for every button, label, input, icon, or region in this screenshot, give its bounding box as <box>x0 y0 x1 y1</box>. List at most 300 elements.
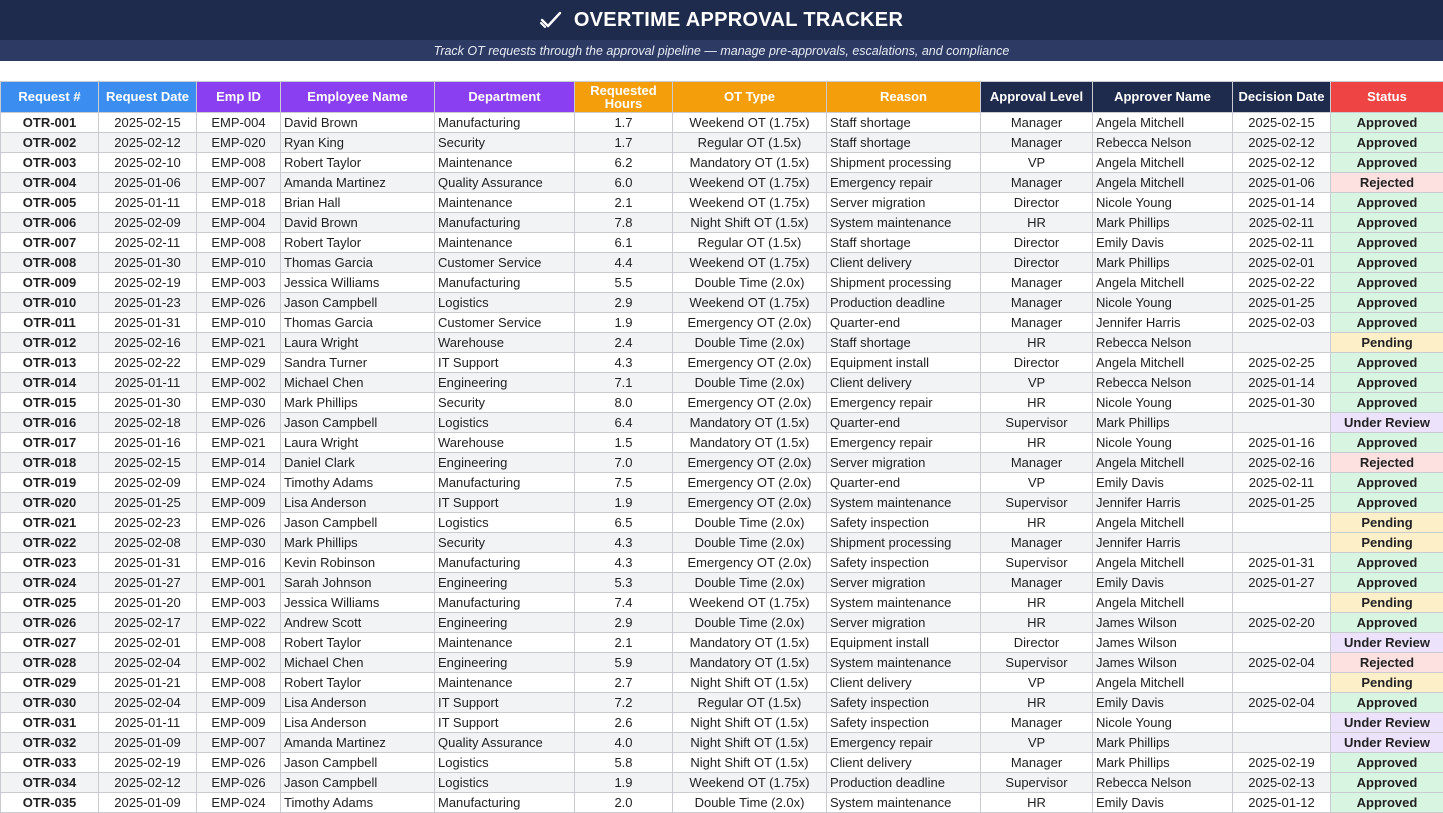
department-cell[interactable]: Warehouse <box>435 433 575 453</box>
request-id-cell[interactable]: OTR-014 <box>1 373 99 393</box>
table-row[interactable] <box>1 633 1443 653</box>
approval-level-cell[interactable]: Manager <box>981 173 1093 193</box>
reason-cell[interactable]: Shipment processing <box>827 153 981 173</box>
department-cell[interactable]: IT Support <box>435 713 575 733</box>
table-row[interactable] <box>1 713 1443 733</box>
approver-name-cell[interactable]: Rebecca Nelson <box>1093 773 1233 793</box>
approval-level-cell[interactable]: Supervisor <box>981 493 1093 513</box>
request-id-cell[interactable]: OTR-009 <box>1 273 99 293</box>
table-row[interactable] <box>1 353 1443 373</box>
approval-level-cell[interactable]: Director <box>981 353 1093 373</box>
table-row[interactable] <box>1 253 1443 273</box>
decision-date-cell[interactable]: 2025-02-04 <box>1233 693 1331 713</box>
table-row[interactable] <box>1 473 1443 493</box>
ot-type-cell[interactable]: Weekend OT (1.75x) <box>673 593 827 613</box>
request-id-cell[interactable]: OTR-020 <box>1 493 99 513</box>
requested-hours-cell[interactable]: 4.3 <box>575 353 673 373</box>
decision-date-cell[interactable] <box>1233 413 1331 433</box>
reason-cell[interactable]: Equipment install <box>827 633 981 653</box>
status-badge-cell[interactable]: Rejected <box>1331 653 1443 673</box>
ot-type-cell[interactable]: Mandatory OT (1.5x) <box>673 653 827 673</box>
department-cell[interactable]: Customer Service <box>435 313 575 333</box>
requested-hours-cell[interactable]: 7.8 <box>575 213 673 233</box>
requested-hours-cell[interactable]: 5.3 <box>575 573 673 593</box>
department-cell[interactable]: IT Support <box>435 353 575 373</box>
table-row[interactable] <box>1 733 1443 753</box>
reason-cell[interactable]: Quarter-end <box>827 473 981 493</box>
status-badge-cell[interactable]: Under Review <box>1331 633 1443 653</box>
approver-name-cell[interactable]: Emily Davis <box>1093 573 1233 593</box>
department-cell[interactable]: Engineering <box>435 613 575 633</box>
col-status-header[interactable]: Status <box>1331 82 1443 113</box>
reason-cell[interactable]: Safety inspection <box>827 553 981 573</box>
request-id-cell[interactable]: OTR-006 <box>1 213 99 233</box>
requested-hours-cell[interactable]: 7.2 <box>575 693 673 713</box>
approver-name-cell[interactable]: Rebecca Nelson <box>1093 333 1233 353</box>
col-request-number-header[interactable]: Request # <box>1 82 99 113</box>
approval-level-cell[interactable]: Supervisor <box>981 553 1093 573</box>
table-row[interactable] <box>1 673 1443 693</box>
reason-cell[interactable]: Emergency repair <box>827 393 981 413</box>
reason-cell[interactable]: Emergency repair <box>827 433 981 453</box>
ot-type-cell[interactable]: Mandatory OT (1.5x) <box>673 433 827 453</box>
reason-cell[interactable]: Staff shortage <box>827 113 981 133</box>
approver-name-cell[interactable]: Nicole Young <box>1093 293 1233 313</box>
ot-type-cell[interactable]: Regular OT (1.5x) <box>673 233 827 253</box>
status-badge-cell[interactable]: Approved <box>1331 613 1443 633</box>
employee-name-cell[interactable]: Jason Campbell <box>281 773 435 793</box>
requested-hours-cell[interactable]: 7.4 <box>575 593 673 613</box>
status-badge-cell[interactable]: Approved <box>1331 213 1443 233</box>
table-row[interactable] <box>1 133 1443 153</box>
request-id-cell[interactable]: OTR-033 <box>1 753 99 773</box>
emp-id-cell[interactable]: EMP-009 <box>197 493 281 513</box>
request-id-cell[interactable]: OTR-012 <box>1 333 99 353</box>
col-ot-type-header[interactable]: OT Type <box>673 82 827 113</box>
table-row[interactable] <box>1 593 1443 613</box>
approval-level-cell[interactable]: Manager <box>981 133 1093 153</box>
request-date-cell[interactable]: 2025-01-30 <box>99 393 197 413</box>
reason-cell[interactable]: Safety inspection <box>827 513 981 533</box>
approver-name-cell[interactable]: Nicole Young <box>1093 193 1233 213</box>
reason-cell[interactable]: Server migration <box>827 613 981 633</box>
ot-type-cell[interactable]: Emergency OT (2.0x) <box>673 313 827 333</box>
request-id-cell[interactable]: OTR-007 <box>1 233 99 253</box>
status-badge-cell[interactable]: Approved <box>1331 433 1443 453</box>
employee-name-cell[interactable]: Thomas Garcia <box>281 313 435 333</box>
ot-type-cell[interactable]: Mandatory OT (1.5x) <box>673 413 827 433</box>
emp-id-cell[interactable]: EMP-026 <box>197 293 281 313</box>
emp-id-cell[interactable]: EMP-030 <box>197 393 281 413</box>
ot-type-cell[interactable]: Double Time (2.0x) <box>673 613 827 633</box>
department-cell[interactable]: Manufacturing <box>435 473 575 493</box>
department-cell[interactable]: Manufacturing <box>435 273 575 293</box>
request-date-cell[interactable]: 2025-01-09 <box>99 793 197 813</box>
employee-name-cell[interactable]: Amanda Martinez <box>281 173 435 193</box>
approver-name-cell[interactable]: James Wilson <box>1093 633 1233 653</box>
emp-id-cell[interactable]: EMP-004 <box>197 113 281 133</box>
table-row[interactable] <box>1 113 1443 133</box>
approval-level-cell[interactable]: VP <box>981 373 1093 393</box>
status-badge-cell[interactable]: Rejected <box>1331 173 1443 193</box>
table-row[interactable] <box>1 773 1443 793</box>
decision-date-cell[interactable]: 2025-02-11 <box>1233 213 1331 233</box>
request-date-cell[interactable]: 2025-01-23 <box>99 293 197 313</box>
department-cell[interactable]: Quality Assurance <box>435 733 575 753</box>
status-badge-cell[interactable]: Under Review <box>1331 713 1443 733</box>
request-id-cell[interactable]: OTR-001 <box>1 113 99 133</box>
request-date-cell[interactable]: 2025-01-31 <box>99 553 197 573</box>
department-cell[interactable]: Logistics <box>435 773 575 793</box>
decision-date-cell[interactable]: 2025-02-01 <box>1233 253 1331 273</box>
emp-id-cell[interactable]: EMP-030 <box>197 533 281 553</box>
request-id-cell[interactable]: OTR-021 <box>1 513 99 533</box>
request-date-cell[interactable]: 2025-02-12 <box>99 133 197 153</box>
request-id-cell[interactable]: OTR-027 <box>1 633 99 653</box>
ot-type-cell[interactable]: Weekend OT (1.75x) <box>673 293 827 313</box>
reason-cell[interactable]: Staff shortage <box>827 133 981 153</box>
request-date-cell[interactable]: 2025-02-15 <box>99 453 197 473</box>
reason-cell[interactable]: System maintenance <box>827 793 981 813</box>
request-id-cell[interactable]: OTR-024 <box>1 573 99 593</box>
reason-cell[interactable]: Shipment processing <box>827 533 981 553</box>
table-row[interactable] <box>1 313 1443 333</box>
emp-id-cell[interactable]: EMP-008 <box>197 153 281 173</box>
reason-cell[interactable]: System maintenance <box>827 593 981 613</box>
emp-id-cell[interactable]: EMP-014 <box>197 453 281 473</box>
request-date-cell[interactable]: 2025-01-20 <box>99 593 197 613</box>
ot-type-cell[interactable]: Emergency OT (2.0x) <box>673 453 827 473</box>
status-badge-cell[interactable]: Approved <box>1331 373 1443 393</box>
approval-level-cell[interactable]: VP <box>981 733 1093 753</box>
reason-cell[interactable]: Emergency repair <box>827 173 981 193</box>
request-id-cell[interactable]: OTR-032 <box>1 733 99 753</box>
department-cell[interactable]: Maintenance <box>435 193 575 213</box>
department-cell[interactable]: Engineering <box>435 653 575 673</box>
employee-name-cell[interactable]: Andrew Scott <box>281 613 435 633</box>
decision-date-cell[interactable]: 2025-02-15 <box>1233 113 1331 133</box>
requested-hours-cell[interactable]: 4.3 <box>575 533 673 553</box>
col-decision-date-header[interactable]: Decision Date <box>1233 82 1331 113</box>
status-badge-cell[interactable]: Approved <box>1331 153 1443 173</box>
employee-name-cell[interactable]: Timothy Adams <box>281 793 435 813</box>
decision-date-cell[interactable]: 2025-01-16 <box>1233 433 1331 453</box>
decision-date-cell[interactable]: 2025-01-06 <box>1233 173 1331 193</box>
approver-name-cell[interactable]: Emily Davis <box>1093 233 1233 253</box>
decision-date-cell[interactable]: 2025-01-25 <box>1233 293 1331 313</box>
request-date-cell[interactable]: 2025-02-04 <box>99 693 197 713</box>
requested-hours-cell[interactable]: 2.7 <box>575 673 673 693</box>
request-date-cell[interactable]: 2025-02-04 <box>99 653 197 673</box>
ot-type-cell[interactable]: Emergency OT (2.0x) <box>673 393 827 413</box>
employee-name-cell[interactable]: Amanda Martinez <box>281 733 435 753</box>
status-badge-cell[interactable]: Approved <box>1331 573 1443 593</box>
approval-level-cell[interactable]: Manager <box>981 273 1093 293</box>
request-date-cell[interactable]: 2025-02-16 <box>99 333 197 353</box>
approver-name-cell[interactable]: Angela Mitchell <box>1093 153 1233 173</box>
reason-cell[interactable]: Server migration <box>827 193 981 213</box>
approver-name-cell[interactable]: Emily Davis <box>1093 473 1233 493</box>
approver-name-cell[interactable]: James Wilson <box>1093 613 1233 633</box>
decision-date-cell[interactable]: 2025-01-14 <box>1233 373 1331 393</box>
department-cell[interactable]: Security <box>435 533 575 553</box>
reason-cell[interactable]: Production deadline <box>827 293 981 313</box>
approver-name-cell[interactable]: Angela Mitchell <box>1093 453 1233 473</box>
requested-hours-cell[interactable]: 7.5 <box>575 473 673 493</box>
requested-hours-cell[interactable]: 6.2 <box>575 153 673 173</box>
department-cell[interactable]: Warehouse <box>435 333 575 353</box>
emp-id-cell[interactable]: EMP-026 <box>197 773 281 793</box>
table-row[interactable] <box>1 553 1443 573</box>
reason-cell[interactable]: System maintenance <box>827 653 981 673</box>
employee-name-cell[interactable]: Jason Campbell <box>281 293 435 313</box>
decision-date-cell[interactable]: 2025-02-19 <box>1233 753 1331 773</box>
request-id-cell[interactable]: OTR-017 <box>1 433 99 453</box>
approver-name-cell[interactable]: Mark Phillips <box>1093 753 1233 773</box>
department-cell[interactable]: Maintenance <box>435 673 575 693</box>
status-badge-cell[interactable]: Approved <box>1331 553 1443 573</box>
reason-cell[interactable]: Client delivery <box>827 253 981 273</box>
request-date-cell[interactable]: 2025-02-15 <box>99 113 197 133</box>
ot-type-cell[interactable]: Mandatory OT (1.5x) <box>673 633 827 653</box>
emp-id-cell[interactable]: EMP-004 <box>197 213 281 233</box>
col-emp-id-header[interactable]: Emp ID <box>197 82 281 113</box>
approver-name-cell[interactable]: Jennifer Harris <box>1093 533 1233 553</box>
status-badge-cell[interactable]: Approved <box>1331 473 1443 493</box>
approver-name-cell[interactable]: Nicole Young <box>1093 393 1233 413</box>
approval-level-cell[interactable]: HR <box>981 213 1093 233</box>
decision-date-cell[interactable]: 2025-02-12 <box>1233 153 1331 173</box>
approval-level-cell[interactable]: Manager <box>981 753 1093 773</box>
request-id-cell[interactable]: OTR-028 <box>1 653 99 673</box>
decision-date-cell[interactable] <box>1233 533 1331 553</box>
employee-name-cell[interactable]: Michael Chen <box>281 653 435 673</box>
employee-name-cell[interactable]: Thomas Garcia <box>281 253 435 273</box>
requested-hours-cell[interactable]: 5.8 <box>575 753 673 773</box>
request-id-cell[interactable]: OTR-016 <box>1 413 99 433</box>
emp-id-cell[interactable]: EMP-007 <box>197 173 281 193</box>
status-badge-cell[interactable]: Rejected <box>1331 453 1443 473</box>
employee-name-cell[interactable]: Brian Hall <box>281 193 435 213</box>
reason-cell[interactable]: Server migration <box>827 573 981 593</box>
reason-cell[interactable]: Safety inspection <box>827 713 981 733</box>
approver-name-cell[interactable]: Angela Mitchell <box>1093 513 1233 533</box>
table-row[interactable] <box>1 273 1443 293</box>
requested-hours-cell[interactable]: 4.4 <box>575 253 673 273</box>
decision-date-cell[interactable] <box>1233 593 1331 613</box>
approval-level-cell[interactable]: Director <box>981 233 1093 253</box>
employee-name-cell[interactable]: Jason Campbell <box>281 513 435 533</box>
requested-hours-cell[interactable]: 5.5 <box>575 273 673 293</box>
approver-name-cell[interactable]: Angela Mitchell <box>1093 273 1233 293</box>
request-date-cell[interactable]: 2025-02-18 <box>99 413 197 433</box>
requested-hours-cell[interactable]: 2.1 <box>575 193 673 213</box>
status-badge-cell[interactable]: Approved <box>1331 133 1443 153</box>
emp-id-cell[interactable]: EMP-026 <box>197 753 281 773</box>
department-cell[interactable]: Customer Service <box>435 253 575 273</box>
ot-type-cell[interactable]: Weekend OT (1.75x) <box>673 773 827 793</box>
approver-name-cell[interactable]: Angela Mitchell <box>1093 593 1233 613</box>
status-badge-cell[interactable]: Pending <box>1331 593 1443 613</box>
requested-hours-cell[interactable]: 2.4 <box>575 333 673 353</box>
request-id-cell[interactable]: OTR-035 <box>1 793 99 813</box>
emp-id-cell[interactable]: EMP-010 <box>197 253 281 273</box>
status-badge-cell[interactable]: Approved <box>1331 113 1443 133</box>
approval-level-cell[interactable]: HR <box>981 613 1093 633</box>
employee-name-cell[interactable]: David Brown <box>281 113 435 133</box>
department-cell[interactable]: Manufacturing <box>435 213 575 233</box>
request-date-cell[interactable]: 2025-02-11 <box>99 233 197 253</box>
emp-id-cell[interactable]: EMP-021 <box>197 333 281 353</box>
ot-type-cell[interactable]: Night Shift OT (1.5x) <box>673 753 827 773</box>
decision-date-cell[interactable]: 2025-01-14 <box>1233 193 1331 213</box>
decision-date-cell[interactable]: 2025-02-03 <box>1233 313 1331 333</box>
requested-hours-cell[interactable]: 1.9 <box>575 313 673 333</box>
approval-level-cell[interactable]: Manager <box>981 713 1093 733</box>
status-badge-cell[interactable]: Pending <box>1331 513 1443 533</box>
approver-name-cell[interactable]: Angela Mitchell <box>1093 353 1233 373</box>
request-date-cell[interactable]: 2025-01-31 <box>99 313 197 333</box>
decision-date-cell[interactable] <box>1233 633 1331 653</box>
col-reason-header[interactable]: Reason <box>827 82 981 113</box>
emp-id-cell[interactable]: EMP-008 <box>197 673 281 693</box>
reason-cell[interactable]: Shipment processing <box>827 273 981 293</box>
table-row[interactable] <box>1 453 1443 473</box>
emp-id-cell[interactable]: EMP-020 <box>197 133 281 153</box>
employee-name-cell[interactable]: Sandra Turner <box>281 353 435 373</box>
reason-cell[interactable]: Equipment install <box>827 353 981 373</box>
employee-name-cell[interactable]: Laura Wright <box>281 333 435 353</box>
request-date-cell[interactable]: 2025-01-30 <box>99 253 197 273</box>
status-badge-cell[interactable]: Approved <box>1331 293 1443 313</box>
approver-name-cell[interactable]: Angela Mitchell <box>1093 673 1233 693</box>
approval-level-cell[interactable]: Manager <box>981 453 1093 473</box>
request-date-cell[interactable]: 2025-01-09 <box>99 733 197 753</box>
request-id-cell[interactable]: OTR-018 <box>1 453 99 473</box>
table-row[interactable] <box>1 233 1443 253</box>
table-row[interactable] <box>1 573 1443 593</box>
requested-hours-cell[interactable]: 7.1 <box>575 373 673 393</box>
request-id-cell[interactable]: OTR-034 <box>1 773 99 793</box>
decision-date-cell[interactable]: 2025-02-16 <box>1233 453 1331 473</box>
ot-type-cell[interactable]: Emergency OT (2.0x) <box>673 473 827 493</box>
approval-level-cell[interactable]: VP <box>981 673 1093 693</box>
requested-hours-cell[interactable]: 2.9 <box>575 613 673 633</box>
request-id-cell[interactable]: OTR-010 <box>1 293 99 313</box>
ot-type-cell[interactable]: Night Shift OT (1.5x) <box>673 713 827 733</box>
approval-level-cell[interactable]: HR <box>981 593 1093 613</box>
approval-level-cell[interactable]: Supervisor <box>981 653 1093 673</box>
table-row[interactable] <box>1 393 1443 413</box>
department-cell[interactable]: Manufacturing <box>435 593 575 613</box>
request-date-cell[interactable]: 2025-02-01 <box>99 633 197 653</box>
employee-name-cell[interactable]: Daniel Clark <box>281 453 435 473</box>
approver-name-cell[interactable]: Jennifer Harris <box>1093 313 1233 333</box>
decision-date-cell[interactable]: 2025-02-25 <box>1233 353 1331 373</box>
request-id-cell[interactable]: OTR-004 <box>1 173 99 193</box>
request-id-cell[interactable]: OTR-011 <box>1 313 99 333</box>
ot-type-cell[interactable]: Double Time (2.0x) <box>673 793 827 813</box>
status-badge-cell[interactable]: Pending <box>1331 673 1443 693</box>
requested-hours-cell[interactable]: 2.0 <box>575 793 673 813</box>
approval-level-cell[interactable]: Director <box>981 193 1093 213</box>
employee-name-cell[interactable]: Timothy Adams <box>281 473 435 493</box>
approval-level-cell[interactable]: HR <box>981 433 1093 453</box>
request-date-cell[interactable]: 2025-02-10 <box>99 153 197 173</box>
employee-name-cell[interactable]: Sarah Johnson <box>281 573 435 593</box>
approver-name-cell[interactable]: Emily Davis <box>1093 793 1233 813</box>
approval-level-cell[interactable]: Supervisor <box>981 773 1093 793</box>
employee-name-cell[interactable]: Robert Taylor <box>281 673 435 693</box>
requested-hours-cell[interactable]: 4.0 <box>575 733 673 753</box>
reason-cell[interactable]: System maintenance <box>827 213 981 233</box>
request-id-cell[interactable]: OTR-029 <box>1 673 99 693</box>
ot-type-cell[interactable]: Night Shift OT (1.5x) <box>673 673 827 693</box>
ot-type-cell[interactable]: Double Time (2.0x) <box>673 533 827 553</box>
reason-cell[interactable]: Client delivery <box>827 753 981 773</box>
request-date-cell[interactable]: 2025-01-25 <box>99 493 197 513</box>
decision-date-cell[interactable]: 2025-02-20 <box>1233 613 1331 633</box>
department-cell[interactable]: Logistics <box>435 753 575 773</box>
request-id-cell[interactable]: OTR-022 <box>1 533 99 553</box>
request-date-cell[interactable]: 2025-01-11 <box>99 713 197 733</box>
approval-level-cell[interactable]: Director <box>981 253 1093 273</box>
status-badge-cell[interactable]: Approved <box>1331 193 1443 213</box>
employee-name-cell[interactable]: Laura Wright <box>281 433 435 453</box>
approver-name-cell[interactable]: Angela Mitchell <box>1093 173 1233 193</box>
emp-id-cell[interactable]: EMP-016 <box>197 553 281 573</box>
employee-name-cell[interactable]: David Brown <box>281 213 435 233</box>
reason-cell[interactable]: System maintenance <box>827 493 981 513</box>
approver-name-cell[interactable]: Rebecca Nelson <box>1093 373 1233 393</box>
employee-name-cell[interactable]: Robert Taylor <box>281 233 435 253</box>
department-cell[interactable]: Manufacturing <box>435 113 575 133</box>
table-row[interactable] <box>1 293 1443 313</box>
emp-id-cell[interactable]: EMP-002 <box>197 653 281 673</box>
approver-name-cell[interactable]: Jennifer Harris <box>1093 493 1233 513</box>
employee-name-cell[interactable]: Lisa Anderson <box>281 493 435 513</box>
emp-id-cell[interactable]: EMP-003 <box>197 273 281 293</box>
emp-id-cell[interactable]: EMP-002 <box>197 373 281 393</box>
requested-hours-cell[interactable]: 2.6 <box>575 713 673 733</box>
decision-date-cell[interactable]: 2025-02-04 <box>1233 653 1331 673</box>
approval-level-cell[interactable]: Manager <box>981 573 1093 593</box>
request-date-cell[interactable]: 2025-01-21 <box>99 673 197 693</box>
ot-type-cell[interactable]: Double Time (2.0x) <box>673 373 827 393</box>
department-cell[interactable]: Manufacturing <box>435 793 575 813</box>
requested-hours-cell[interactable]: 4.3 <box>575 553 673 573</box>
decision-date-cell[interactable]: 2025-01-31 <box>1233 553 1331 573</box>
request-id-cell[interactable]: OTR-003 <box>1 153 99 173</box>
table-row[interactable] <box>1 173 1443 193</box>
employee-name-cell[interactable]: Jason Campbell <box>281 753 435 773</box>
request-date-cell[interactable]: 2025-02-22 <box>99 353 197 373</box>
emp-id-cell[interactable]: EMP-026 <box>197 413 281 433</box>
request-id-cell[interactable]: OTR-002 <box>1 133 99 153</box>
approver-name-cell[interactable]: Mark Phillips <box>1093 253 1233 273</box>
emp-id-cell[interactable]: EMP-010 <box>197 313 281 333</box>
approval-level-cell[interactable]: HR <box>981 513 1093 533</box>
requested-hours-cell[interactable]: 7.0 <box>575 453 673 473</box>
col-employee-name-header[interactable]: Employee Name <box>281 82 435 113</box>
decision-date-cell[interactable]: 2025-01-27 <box>1233 573 1331 593</box>
status-badge-cell[interactable]: Pending <box>1331 533 1443 553</box>
request-id-cell[interactable]: OTR-023 <box>1 553 99 573</box>
employee-name-cell[interactable]: Lisa Anderson <box>281 713 435 733</box>
department-cell[interactable]: Manufacturing <box>435 553 575 573</box>
status-badge-cell[interactable]: Approved <box>1331 273 1443 293</box>
ot-type-cell[interactable]: Emergency OT (2.0x) <box>673 493 827 513</box>
